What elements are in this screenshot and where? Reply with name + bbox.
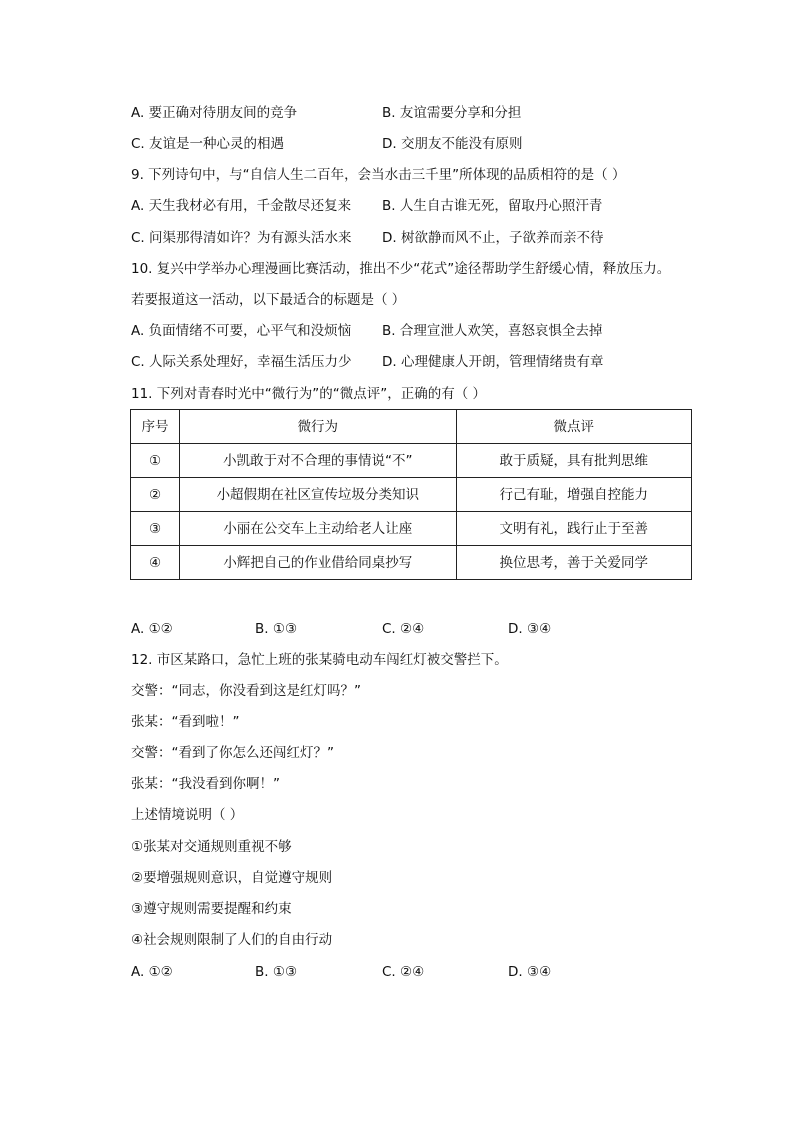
q12-option-b[interactable]: B. ①③ <box>255 964 298 980</box>
q10-option-a[interactable]: A. 负面情绪不可要，心平气和没烦恼 <box>131 323 352 339</box>
table-cell-behavior: 小丽在公交车上主动给老人让座 <box>180 512 456 546</box>
q12-option-a[interactable]: A. ①② <box>131 964 173 980</box>
table-cell-comment: 换位思考，善于关爱同学 <box>456 546 691 580</box>
q12-dialogue-4: 张某：“我没看到你啊！” <box>131 776 280 792</box>
table-cell-number: ③ <box>131 512 180 546</box>
table-cell-comment: 行己有耻，增强自控能力 <box>456 478 691 512</box>
table-cell-behavior: 小凯敢于对不合理的事情说“不” <box>180 444 456 478</box>
table-row <box>131 444 692 478</box>
q10-stem-line2: 若要报道这一活动，以下最适合的标题是（ ） <box>131 292 406 308</box>
q11-option-d[interactable]: D. ③④ <box>508 621 552 637</box>
table-header-cell: 微行为 <box>180 410 456 444</box>
q11-stem: 11. 下列对青春时光中“微行为”的“微点评”，正确的有（ ） <box>131 386 487 402</box>
q12-stem: 12. 市区某路口，急忙上班的张某骑电动车闯红灯被交警拦下。 <box>131 652 508 668</box>
q12-question: 上述情境说明（ ） <box>131 807 244 823</box>
q12-statement-3: ③遵守规则需要提醒和约束 <box>131 901 292 917</box>
q10-option-c[interactable]: C. 人际关系处理好，幸福生活压力少 <box>131 354 352 370</box>
q12-statement-2: ②要增强规则意识，自觉遵守规则 <box>131 870 333 886</box>
q12-option-c[interactable]: C. ②④ <box>382 964 425 980</box>
q12-dialogue-2: 张某：“看到啦！” <box>131 714 240 730</box>
q11-table <box>130 409 692 580</box>
table-cell-behavior: 小超假期在社区宣传垃圾分类知识 <box>180 478 456 512</box>
table-row <box>131 478 692 512</box>
q10-option-d[interactable]: D. 心理健康人开朗，管理情绪贵有章 <box>382 354 604 370</box>
table-cell-number: ① <box>131 444 180 478</box>
table-cell-number: ④ <box>131 546 180 580</box>
q11-option-c[interactable]: C. ②④ <box>382 621 425 637</box>
q9-option-b[interactable]: B. 人生自古谁无死，留取丹心照汗青 <box>382 198 603 214</box>
q9-option-c[interactable]: C. 问渠那得清如许？为有源头活水来 <box>131 230 352 246</box>
table-cell-comment: 文明有礼，践行止于至善 <box>456 512 691 546</box>
q11-option-a[interactable]: A. ①② <box>131 621 173 637</box>
q10-stem-line1: 10. 复兴中学举办心理漫画比赛活动，推出不少“花式”途径帮助学生舒缓心情，释放压力。 <box>131 261 671 277</box>
q12-dialogue-1: 交警：“同志，你没看到这是红灯吗？” <box>131 683 361 699</box>
table-header-row <box>131 410 692 444</box>
q10-option-b[interactable]: B. 合理宣泄人欢笑，喜怒哀惧全去掉 <box>382 323 603 339</box>
table-cell-comment: 敢于质疑，具有批判思维 <box>456 444 691 478</box>
q8-option-a[interactable]: A. 要正确对待朋友间的竞争 <box>131 105 298 121</box>
table-cell-behavior: 小辉把自己的作业借给同桌抄写 <box>180 546 456 580</box>
q9-option-d[interactable]: D. 树欲静而风不止，子欲养而亲不待 <box>382 230 604 246</box>
q11-option-b[interactable]: B. ①③ <box>255 621 298 637</box>
table-cell-number: ② <box>131 478 180 512</box>
q9-option-a[interactable]: A. 天生我材必有用，千金散尽还复来 <box>131 198 352 214</box>
q12-statement-4: ④社会规则限制了人们的自由行动 <box>131 932 333 948</box>
q8-option-d[interactable]: D. 交朋友不能没有原则 <box>382 136 523 152</box>
table-row <box>131 512 692 546</box>
table-header-cell: 微点评 <box>456 410 691 444</box>
table-row <box>131 546 692 580</box>
q8-option-c[interactable]: C. 友谊是一种心灵的相遇 <box>131 136 285 152</box>
table-header-cell: 序号 <box>131 410 180 444</box>
q12-option-d[interactable]: D. ③④ <box>508 964 552 980</box>
q9-stem: 9. 下列诗句中，与“自信人生二百年，会当水击三千里”所体现的品质相符的是（ ） <box>131 167 626 183</box>
q12-dialogue-3: 交警：“看到了你怎么还闯红灯？” <box>131 745 334 761</box>
q8-option-b[interactable]: B. 友谊需要分享和分担 <box>382 105 522 121</box>
q12-statement-1: ①张某对交通规则重视不够 <box>131 839 292 855</box>
